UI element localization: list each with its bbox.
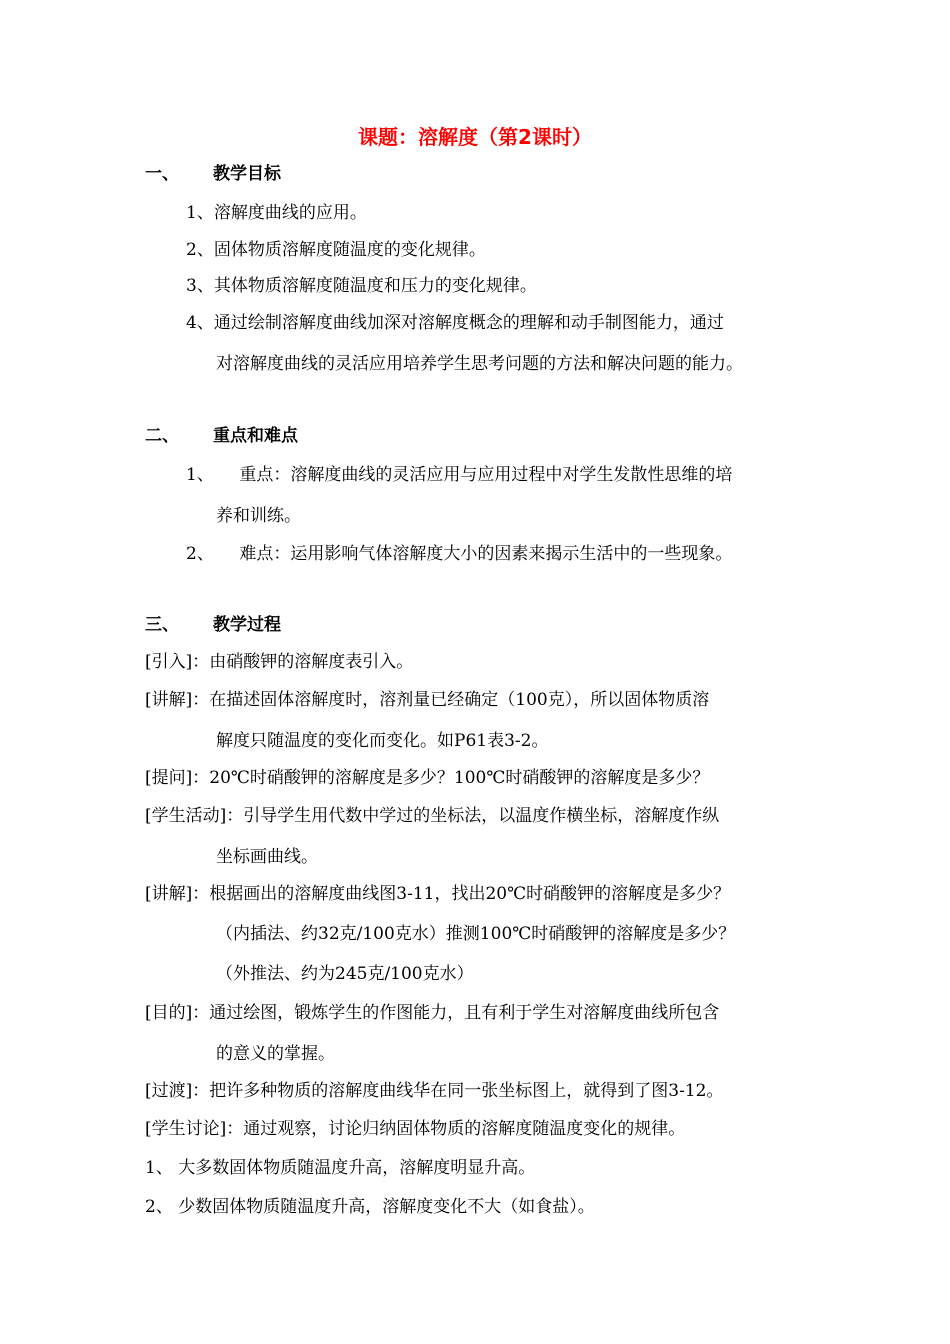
list-item: 2、 难点：运用影响气体溶解度大小的因素来揭示生活中的一些现象。 [186,544,733,564]
section-heading-key-points [145,424,298,448]
list-item: 1、 重点：溶解度曲线的灵活应用与应用过程中对学生发散性思维的培 [186,465,733,485]
list-item: 2、固体物质溶解度随温度的变化规律。 [186,240,486,260]
process-step: [学生活动]：引导学生用代数中学过的坐标法，以温度作横坐标，溶解度作纵 [145,806,720,826]
list-item: 3、其体物质溶解度随温度和压力的变化规律。 [186,276,537,296]
process-step: 1、 大多数固体物质随温度升高，溶解度明显升高。 [145,1158,536,1178]
list-item: 4、通过绘制溶解度曲线加深对溶解度概念的理解和动手制图能力，通过 [186,313,724,333]
process-step: 2、 少数固体物质随温度升高，溶解度变化不大（如食盐）。 [145,1197,595,1217]
process-step: [讲解]：根据画出的溶解度曲线图3-11，找出20℃时硝酸钾的溶解度是多少？ [145,884,731,904]
section-number: 三、 [145,615,179,635]
process-step-continuation: 的意义的掌握。 [216,1044,335,1064]
section-number: 一、 [145,164,179,184]
process-step: [目的]：通过绘图，锻炼学生的作图能力，且有利于学生对溶解度曲线所包含 [145,1003,720,1023]
process-step: [学生讨论]：通过观察，讨论归纳固体物质的溶解度随温度变化的规律。 [145,1119,686,1139]
section-title: 重点和难点 [213,426,298,446]
list-item: 1、溶解度曲线的应用。 [186,203,367,223]
process-step: [引入]：由硝酸钾的溶解度表引入。 [145,652,414,672]
section-title: 教学目标 [213,164,281,184]
process-step-continuation: （内插法、约32克/100克水）推测100℃时硝酸钾的溶解度是多少？ [216,924,736,944]
section-heading-process [145,613,281,637]
process-step: [过渡]：把许多种物质的溶解度曲线华在同一张坐标图上，就得到了图3-12。 [145,1081,724,1101]
list-item-continuation: 养和训练。 [216,506,301,526]
section-title: 教学过程 [213,615,281,635]
process-step-continuation: 坐标画曲线。 [216,847,318,867]
page-title: 课题：溶解度（第2课时） [358,125,592,149]
list-item-continuation: 对溶解度曲线的灵活应用培养学生思考问题的方法和解决问题的能力。 [216,354,743,374]
process-step-continuation: 解度只随温度的变化而变化。如P61表3-2。 [216,731,549,751]
process-step-continuation: （外推法、约为245克/100克水） [216,964,474,984]
process-step: [讲解]：在描述固体溶解度时，溶剂量已经确定（100克），所以固体物质溶 [145,690,710,710]
section-heading-objectives [145,162,281,186]
process-step: [提问]：20℃时硝酸钾的溶解度是多少？100℃时硝酸钾的溶解度是多少？ [145,768,710,788]
section-number: 二、 [145,426,179,446]
